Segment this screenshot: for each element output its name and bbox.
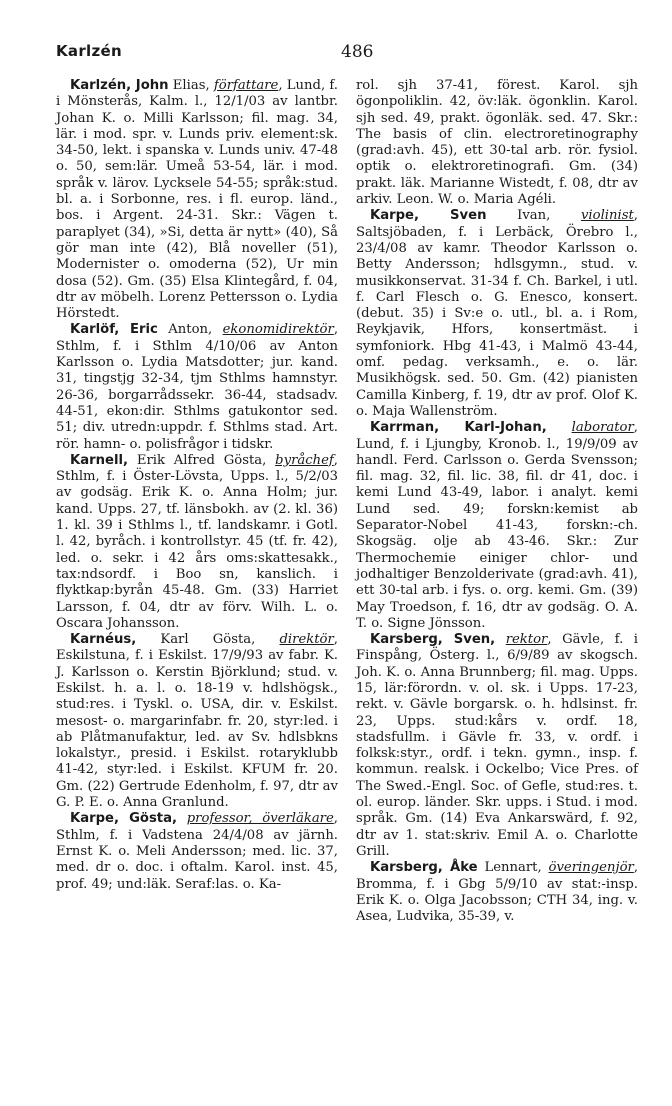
entry-karsberg-sven <box>356 632 638 860</box>
entry-title: överingenjör <box>548 860 634 876</box>
entry-karrman-karl-johan <box>356 420 638 632</box>
entry-text: , Lund, f. i Mönsterås, Kalm. l., 12/1/03 av lantbr. Johan K. o. Milli Karlsson; fil. mag. 34, lär. i mod. spr. v. Lunds priv. element:sk. 34-50, lekt. i spanska v. Lunds univ. 47-48 o. 50, sem:lär. Umeå 53-54, lär. i mod. språk v. lärov. Lycksele 54-55; språk:stud. bl. a. i Sorbonne, res. i fl. europ. länd., bos. i Argent. 24-31. Skr.: Vägen t. paraplyet (34), »Si, detta är nytt» (40), Så gör man inte (42), Blå noveller (51), Modernister o. omoderna (52), Ur min dosa (52). Gm. (35) Elsa Klintegård, f. 04, dtr av möbelh. Lorenz Pettersson o. Lydia Hörstedt. <box>56 78 338 322</box>
entry-name: Karpe, Sven <box>370 208 487 224</box>
right-column <box>356 78 638 925</box>
entry-title: författare <box>213 78 279 93</box>
entry-given-names: Anton, <box>157 322 223 338</box>
entry-text: , Sthlm, f. i Öster-Lövsta, Upps. l., 5/2/03 av godsäg. Erik K. o. Anna Holm; jur. kand. Upps. 27, tf. länsbokh. av (2. kl. 36) 1. kl. 39 i Sthlms l., tf. landskamr. i Gotl. l. 42, byråch. i kontrollstyr. 45 (tf. fr. 42), led. o. sekr. i 42 års oms:skattesakk., tax:ndsordf. i Boo sn, kanslich. i flyktkap:byrån 45-48. Gm. (33) Harriet Larsson, f. 04, dtr av förv. Wilh. L. o. Oscara Johansson. <box>56 452 338 631</box>
entry-karlof-eric <box>56 322 338 452</box>
left-column <box>56 78 338 925</box>
entry-given-names: Lennart, <box>477 860 549 876</box>
running-head: Karlzén <box>56 42 122 60</box>
entry-name: Karnell, <box>70 452 129 468</box>
entry-karlzen-john <box>56 78 338 322</box>
entry-given-names: Karl Gösta, <box>136 632 280 648</box>
entry-title: laborator <box>571 420 634 436</box>
entry-text: , Saltsjöbaden, f. i Lerbäck, Örebro l., 23/4/08 av kamr. Theodor Karlsson o. Betty Andersson; hdlsgymn., stud. v. musikkonservat. 31-34 f. Ch. Barkel, i utl. f. Carl Flesch o. G. Enesco, konsert. (debut. 35) i Sv:e o. utl., bl. a. i Rom, Reykjavik, Hfors, konsertmäst. i symfoniork. Hbg 41-43, i Malmö 43-44, omf. pedag. verksamh., e. o. lär. Musikhögsk. sed. 50. Gm. (42) pianisten Camilla Kinberg, f. 19, dtr av prof. Olof K. o. Maja Wallenström. <box>356 208 638 419</box>
entry-karsberg-ake <box>356 860 638 925</box>
text-columns <box>56 78 638 925</box>
entry-continuation <box>356 78 638 208</box>
entry-text: , Eskilstuna, f. i Eskilst. 17/9/93 av fabr. K. J. Karlsson o. Kerstin Björklund; stud. v. Eskilst. h. a. l. o. 18-19 v. hdlshögsk., stud:res. i Tyskl. o. USA, dir. v. Eskilst. mesost- o. margarinfabr. fr. 20, styr:led. i ab Plåtmanufaktur, led. av Sv. hdlsbkns lokalstyr., presid. i Eskilst. rotaryklubb 41-42, styr:led. i Eskilst. KFUM fr. 20. Gm. (22) Gertrude Edenholm, f. 97, dtr av G. P. E. o. Anna Granlund. <box>56 632 338 811</box>
entry-given-names <box>177 811 187 826</box>
entry-given-names <box>495 632 506 647</box>
entry-name: Karrman, Karl-Johan, <box>370 420 547 436</box>
entry-title: rektor <box>505 632 548 648</box>
entry-given-names <box>547 420 572 435</box>
entry-name: Karsberg, Åke <box>370 860 478 876</box>
entry-name: Karsberg, Sven, <box>370 632 496 648</box>
entry-title: direktör <box>279 632 334 648</box>
entry-text: , Sthlm, f. i Vadstena 24/4/08 av järnh. Ernst K. o. Meli Andersson; med. lic. 37, med. dr o. doc. i oftalm. Karol. inst. 45, prof. 49; und:läk. Seraf:las. o. Ka- <box>56 811 338 892</box>
entry-name: Karpe, Gösta, <box>70 811 178 827</box>
entry-text: , Lund, f. i Ljungby, Kronob. l., 19/9/09 av handl. Ferd. Carlsson o. Gerda Svensson; fil. mag. 32, fil. lic. 38, fil. dr 41, doc. i kemi Lund 43-49, labor. i analyt. kemi Lund sed. 49; forskn:kemist ab Separator-Nobel 41-43, forskn:-ch. Skogsäg. olje ab 43-46. Skr.: Zur Thermochemie einiger chlor- und jodhaltiger Benzolderivate (grad:avh. 41), ett 30-tal arb. i fys. o. org. kemi. Gm. (39) May Troedson, f. 16, dtr av godsäg. O. A. T. o. Signe Jönsson. <box>356 420 638 631</box>
entry-name: Karlzén, John <box>70 78 169 93</box>
entry-name: Karnéus, <box>70 632 137 648</box>
entry-karpe-gosta <box>56 811 338 892</box>
entry-text: , Gävle, f. i Finspång, Österg. l., 6/9/89 av skogsch. Joh. K. o. Anna Brunnberg; fil. mag. Upps. 15, lär:förordn. v. ol. sk. i Upps. 17-23, rekt. v. Gävle borgarsk. o. h. hdlsinst. fr. 23, Upps. stud:kårs v. ordf. 18, stadsfullm. i Gävle fr. 33, v. ordf. i folksk:styr., ordf. i tekn. gymn., insp. f. kommun. realsk. i Ockelbo; Vice Pres. of The Swed.-Engl. Soc. of Gefle, stud:res. t. ol. europ. länder. Skr. upps. i Stud. i mod. språk. Gm. (14) Eva Ankarswärd, f. 92, dtr av 1. stat:skriv. Emil A. o. Charlotte Grill. <box>356 632 638 859</box>
entry-karneus-gosta <box>56 632 338 811</box>
entry-title: violinist <box>580 208 634 224</box>
entry-given-names: Elias, <box>168 78 214 93</box>
entry-text: rol. sjh 37-41, förest. Karol. sjh ögonpoliklin. 42, öv:läk. ögonklin. Karol. sjh sed. 49, prakt. ögonläk. sed. 47. Skr.: The basis of clin. electroretinography (grad:avh. 45), ett 30-tal arb. rör. fysiol. optik o. elektroretinografi. Gm. (34) prakt. läk. Marianne Wistedt, f. 08, dtr av arkiv. Leon. W. o. Maria Agéli. <box>356 78 638 208</box>
entry-name: Karlöf, Eric <box>70 322 158 338</box>
entry-text: , Bromma, f. i Gbg 5/9/10 av stat:-insp. Erik K. o. Olga Jacobsson; CTH 34, ing. v. Asea, Ludvika, 35-39, v. <box>356 860 639 925</box>
page-number: 486 <box>341 42 374 62</box>
entry-karnell-gosta <box>56 453 338 632</box>
entry-karpe-sven <box>356 208 638 420</box>
entry-title: ekonomidirektör <box>222 322 334 338</box>
page-header <box>56 42 632 66</box>
entry-title: professor, överläkare <box>186 811 334 827</box>
entry-given-names: Ivan, <box>486 208 581 224</box>
entry-title: byråchef <box>275 452 334 468</box>
entry-given-names: Erik Alfred Gösta, <box>128 452 276 468</box>
entry-text: , Sthlm, f. i Sthlm 4/10/06 av Anton Karlsson o. Lydia Matsdotter; jur. kand. 31, tingstjg 32-34, tjm Sthlms hamnstyr. 26-36, borgarrådssekr. 36-44, stadsadv. 44-51, ekon:dir. Sthlms gatukontor sed. 51; div. utredn:uppdr. f. Sthlms stad. Art. rör. hamn- o. polisfrågor i tidskr. <box>56 322 339 452</box>
